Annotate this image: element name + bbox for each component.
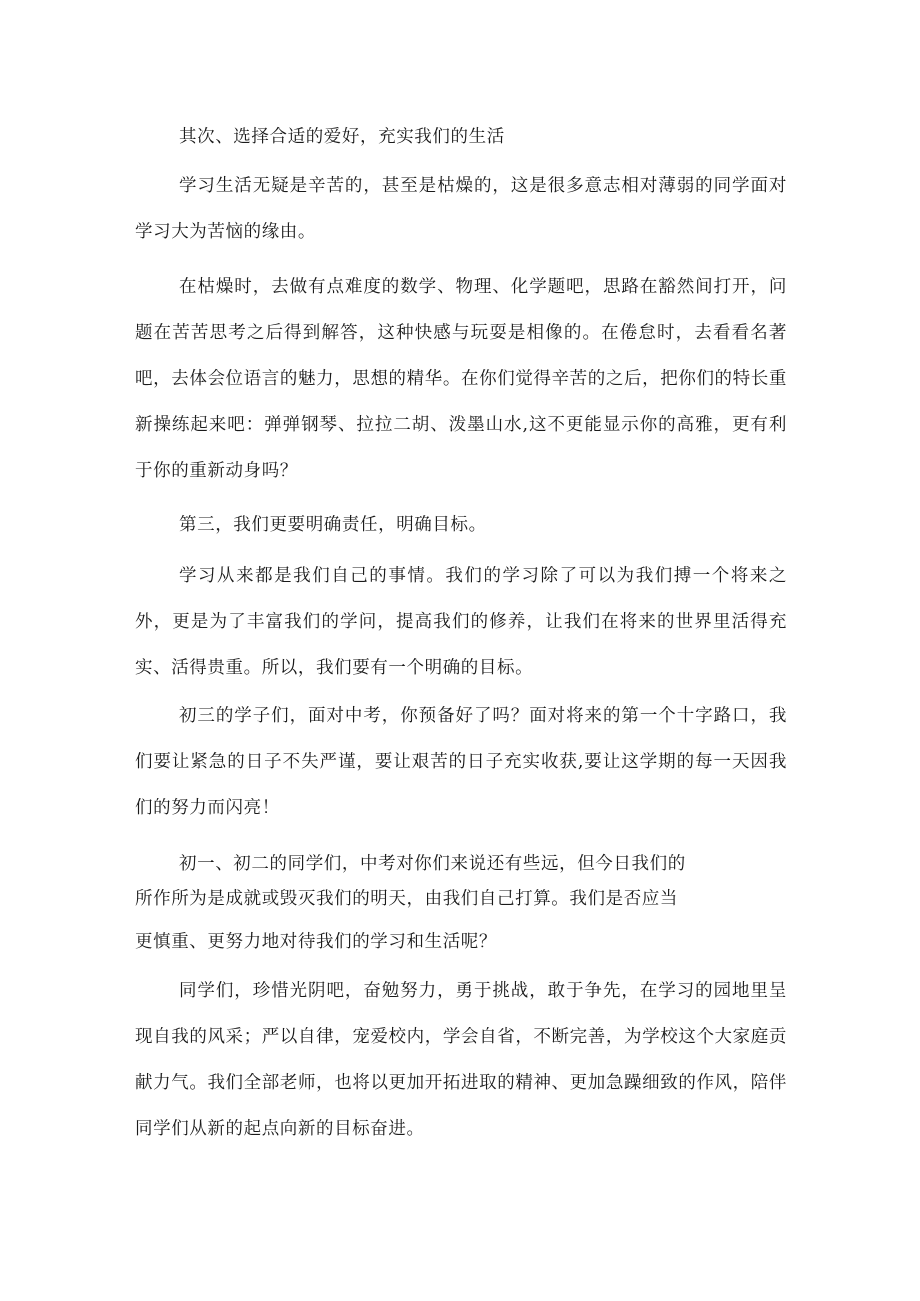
paragraph-hobbies-advice: 在枯燥时，去做有点难度的数学、物理、化学题吧，思路在豁然间打开，问题在苦苦思考之后得到解答，这种快感与玩耍是相像的。在倦怠时，去看看名著吧，去体会位语言的魅力，思想的精华。在你们觉得辛苦的之后，把你们的特长重新操练起来吧：弹弹钢琴、拉拉二胡、泼墨山水,这不更能显示你的高雅，更有利于你的重新动身吗？ (135, 277, 787, 481)
paragraph-study-purpose: 学习从来都是我们自己的事情。我们的学习除了可以为我们搏一个将来之外，更是为了丰富我们的学问，提高我们的修养，让我们在将来的世界里活得充实、活得贵重。所以，我们要有一个明确的目标。 (135, 566, 787, 678)
paragraph-heading-hobbies: 其次、选择合适的爱好，充实我们的生活 (179, 127, 505, 147)
paragraph-heading-responsibility: 第三，我们更要明确责任，明确目标。 (179, 515, 487, 535)
paragraph-grade-nine: 初三的学子们，面对中考，你预备好了吗？面对将来的第一个十字路口，我们要让紧急的日子不失严谨，要让艰苦的日子充实收获,要让这学期的每一天因我们的努力而闪亮！ (135, 706, 787, 818)
paragraph-study-hardship: 学习生活无疑是辛苦的，甚至是枯燥的，这是很多意志相对薄弱的同学面对学习大为苦恼的缘由。 (135, 176, 787, 242)
paragraph-grade-seven-eight-line-3: 更慎重、更努力地对待我们的学习和生活呢？ (135, 932, 497, 952)
paragraph-grade-seven-eight-line-1: 初一、初二的同学们，中考对你们来说还有些远，但今日我们的 (179, 854, 686, 874)
paragraph-closing-encouragement: 同学们，珍惜光阴吧，奋勉努力，勇于挑战，敢于争先，在学习的园地里呈现自我的风采；严以自律，宠爱校内，学会自省，不断完善，为学校这个大家庭贡献力气。我们全部老师，也将以更加开拓进取的精神、更加急躁细致的作风，陪伴同学们从新的起点向新的目标奋进。 (135, 981, 787, 1139)
paragraph-grade-seven-eight-line-2: 所作所为是成就或毁灭我们的明天，由我们自己打算。我们是否应当 (135, 889, 678, 909)
